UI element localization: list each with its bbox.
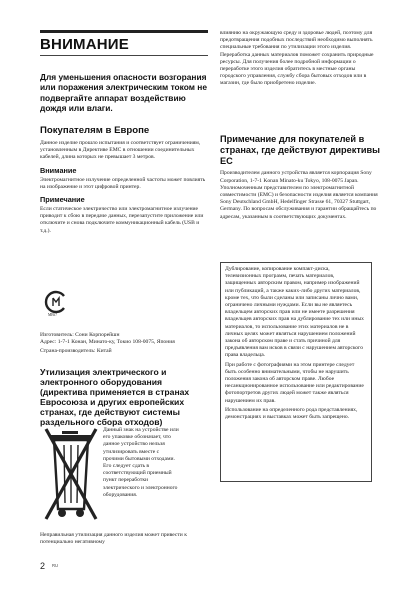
title-rule xyxy=(40,55,208,56)
europe-intro: Данное изделие прошло испытания и соответствует ограничениям, установленным в Директиве EMC в отношении соединительных кабелей, длина которых не превышает 3 метров. xyxy=(40,140,201,161)
crossed-bin-icon xyxy=(42,427,100,531)
copyright-paragraph-3: Использование на определенного рода представлениях, демонстрациях и выставках может быть запрещено. xyxy=(225,406,358,421)
warning-lead: Для уменьшения опасности возгорания или поражения электрическим током не подвергайте аппарат воздействию дождя или влаги. xyxy=(40,72,207,114)
attention-heading: Внимание xyxy=(40,165,77,175)
copyright-notice-box xyxy=(220,262,372,482)
disposal-text: Данный знак на устройстве или его упаковке обозначает, что данное устройство нельзя утилизировать вместе с прочими бытовыми отходами. Его следует сдать в соответствующий приемный пункт переработки электрического и электронного оборудования. xyxy=(103,427,179,498)
certification-mark xyxy=(44,290,68,317)
copyright-paragraph-1: Дублирование, копирование компакт-диска, телевизионных программ, печать материалов, защищенных авторским правом, например изображений или публикаций, а также каких-либо других материалов, кроме тех, что были сделаны или записаны лично вами, ограничено личными нуждами. Если вы не являетесь владельцем авторских прав или не имеете разрешения владельцев авторских прав на дублирование тех или иных материалов, то использование этих материалов не в личных целях может являться нарушением положений закона об авторском праве и стать причиной для предъявления вам исков в связи с нарушением авторского права владельца. xyxy=(225,266,364,359)
maker-address: Адрес: 1-7-1 Конан, Минато-ку, Токио 108-0075, Япония xyxy=(40,339,175,346)
eu-text: Производителем данного устройства является корпорация Sony Corporation, 1-7-1 Konan Minato-ku Tokyo, 108-0075 Japan. Уполномоченным представителем по электромагнитной совместимости (EMC) и безопасности изделия является компания Sony Deutschland GmbH, Hedelfinger Strasse 61, 70327 Stuttgart, Germany. По вопросам обслуживания и гарантии обращайтесь по адресам, указанным в соответствующих документах. xyxy=(220,170,378,220)
maker-name: Изготовитель: Сони Корпорейшн xyxy=(40,332,120,338)
page-number: 2 xyxy=(40,561,46,571)
note-text: Если статическое электричество или электромагнитное излучение приводит к сбою в передаче данных, перезапустите приложение или отключите и снова подключите коммуникационный кабель (USB и т.д.). xyxy=(40,206,204,234)
maker-country: Страна-производитель: Китай xyxy=(40,348,112,355)
page-title: ВНИМАНИЕ xyxy=(40,36,129,53)
note-heading: Примечание xyxy=(40,195,85,205)
disposal-continuation: влиянию на окружающую среду и здоровье людей, поэтому для предотвращения подобных последствий необходимо выполнять специальные требования по утилизации этого изделия. Переработка данных материалов поможет сохранить природные ресурсы. Для получения более подробной информации о переработке этого изделия обратитесь в местные органы городского управления, службу сбора бытовых отходов или в магазин, где было приобретено изделие. xyxy=(220,30,374,87)
disposal-heading: Утилизация электрического и электронного оборудования (директива применяется в странах Евросоюза и других европейских странах, где действуют системы раздельного сбора отходов) xyxy=(40,367,190,427)
europe-section xyxy=(40,125,208,235)
eu-heading: Примечание для покупателей в странах, где действуют директивы ЕС xyxy=(220,134,381,166)
maker-info xyxy=(40,332,208,356)
mark-label: ME67 xyxy=(48,313,57,317)
disposal-section xyxy=(40,367,208,427)
weee-symbol xyxy=(42,427,100,531)
language-code: RU xyxy=(52,563,59,568)
europe-heading: Покупателям в Европе xyxy=(40,125,150,136)
title-bar xyxy=(40,30,208,33)
attention-text: Электромагнитное излучение определенной частоты может повлиять на изображение и этот цифровой принтер. xyxy=(40,176,206,190)
copyright-paragraph-2: При работе с фотографиями на этом принтере следует быть особенно внимательными, чтобы не нарушить положения закона об авторском праве. Любое несанкционированное использование или редактирование фотопортретов других людей может также являться нарушением их прав. xyxy=(225,361,364,404)
disposal-continued: Неправильная утилизация данного изделия может привести к потенциально негативному xyxy=(40,532,187,546)
certification-mark-icon xyxy=(44,290,68,314)
eu-section xyxy=(220,134,382,221)
